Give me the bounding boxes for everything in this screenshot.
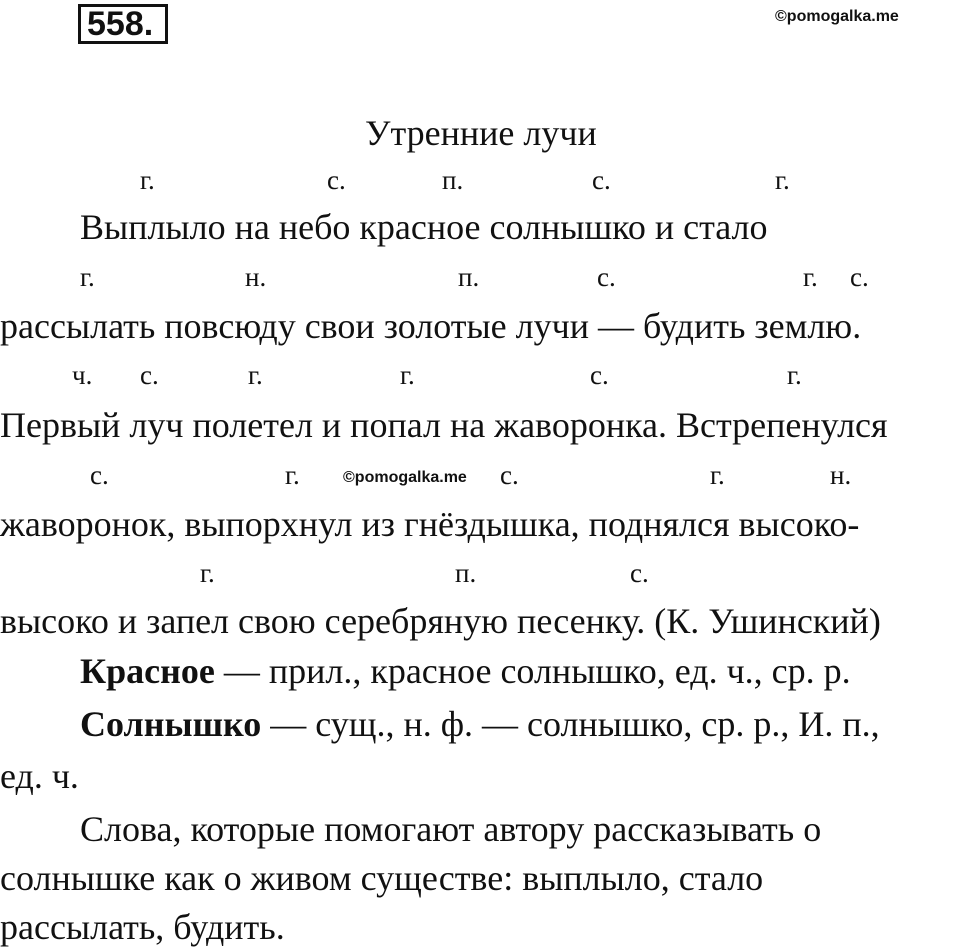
mark-r1-4: с.: [592, 165, 611, 195]
watermark-middle: ©pomogalka.me: [343, 469, 467, 486]
conclusion-line-2: солнышке как о живом существе: выплыло, стало: [0, 858, 764, 898]
mark-r2-4: с.: [597, 262, 616, 292]
mark-r3-3: г.: [248, 360, 263, 390]
mark-r5-2: п.: [455, 558, 477, 588]
mark-r5-3: с.: [630, 558, 649, 588]
mark-r2-5: г.: [803, 262, 818, 292]
analysis-solnyshko: [80, 703, 880, 745]
mark-r4-1: с.: [90, 460, 109, 490]
conclusion-line-1: Слова, которые помогают автору рассказывать о: [80, 809, 822, 849]
analysis-solnyshko-desc: — сущ., н. ф. — солнышко, ср. р., И. п.,: [261, 704, 880, 744]
mark-r2-2: н.: [245, 262, 267, 292]
mark-r3-4: г.: [400, 360, 415, 390]
text-line-5: высоко и запел свою серебряную песенку. (К. Ушинский): [0, 601, 881, 641]
mark-r1-2: с.: [327, 165, 346, 195]
analysis-krasnoe-term: Красное: [80, 651, 215, 691]
exercise-number: 558.: [78, 4, 168, 44]
mark-r4-2: г.: [285, 460, 300, 490]
mark-r1-1: г.: [140, 165, 155, 195]
mark-r3-1: ч.: [72, 360, 93, 390]
mark-r1-3: п.: [442, 165, 464, 195]
text-line-4: жаворонок, выпорхнул из гнёздышка, поднялся высоко-: [0, 504, 860, 544]
analysis-krasnoe: [80, 650, 851, 692]
text-line-3: Первый луч полетел и попал на жаворонка. Встрепенулся: [0, 405, 888, 445]
mark-r5-1: г.: [200, 558, 215, 588]
mark-r4-5: н.: [830, 460, 852, 490]
mark-r4-4: г.: [710, 460, 725, 490]
mark-r2-6: с.: [850, 262, 869, 292]
mark-r2-3: п.: [458, 262, 480, 292]
analysis-solnyshko-term: Солнышко: [80, 704, 262, 744]
text-line-1: Выплыло на небо красное солнышко и стало: [80, 207, 768, 247]
text-line-2: рассылать повсюду свои золотые лучи — будить землю.: [0, 306, 862, 346]
mark-r3-6: г.: [787, 360, 802, 390]
mark-r2-1: г.: [80, 262, 95, 292]
text-title: Утренние лучи: [365, 113, 597, 153]
mark-r3-5: с.: [590, 360, 609, 390]
mark-r4-3: с.: [500, 460, 519, 490]
analysis-solnyshko-cont: ед. ч.: [0, 756, 79, 796]
analysis-krasnoe-desc: — прил., красное солнышко, ед. ч., ср. р.: [214, 651, 851, 691]
conclusion-line-3: рассылать, будить.: [0, 907, 285, 947]
watermark-top: ©pomogalka.me: [775, 8, 899, 25]
mark-r1-5: г.: [775, 165, 790, 195]
mark-r3-2: с.: [140, 360, 159, 390]
